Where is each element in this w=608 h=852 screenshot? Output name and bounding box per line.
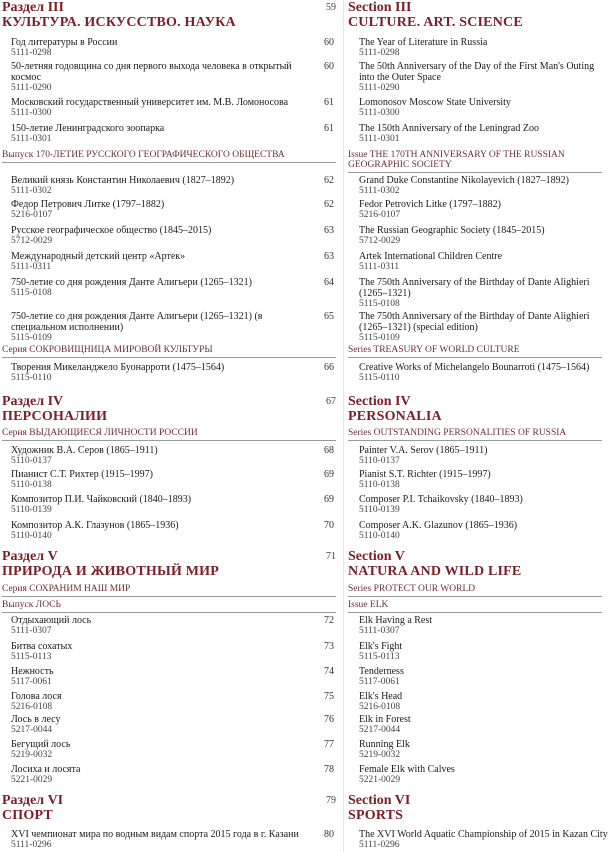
stamp-code: 5110-0140	[11, 531, 52, 541]
stamp-title: Artek International Children Centre	[359, 251, 503, 262]
stamp-code: 5115-0113	[11, 652, 52, 662]
stamp-entry	[0, 311, 342, 343]
stamp-code: 5219-0032	[359, 750, 401, 760]
stamp-title: Голова лося	[11, 691, 62, 702]
stamp-code: 5111-0290	[11, 83, 52, 93]
stamp-entry	[0, 764, 342, 785]
stamp-code: 5111-0302	[359, 186, 400, 196]
stamp-entry	[0, 641, 342, 662]
series-header-text: Выпуск 170-ЛЕТИЕ РУССКОГО ГЕОГРАФИЧЕСКОГО ОБЩЕСТВА	[2, 150, 285, 160]
entry-page-number: 72	[324, 615, 334, 626]
section-subtitle: КУЛЬТУРА. ИСКУССТВО. НАУКА	[2, 15, 236, 30]
entry-page-number: 61	[324, 97, 334, 108]
stamp-title: 750-летие со дня рождения Данте Алигьери (1265–1321) (в специальном исполнении)	[11, 311, 263, 333]
entry-page-number: 62	[324, 175, 334, 186]
entry-page-number: 75	[324, 691, 334, 702]
stamp-code: 5216-0107	[359, 210, 401, 220]
stamp-code: 5110-0138	[359, 480, 400, 490]
stamp-code: 5110-0139	[11, 505, 52, 515]
stamp-code: 5110-0137	[359, 456, 400, 466]
stamp-entry	[346, 764, 608, 785]
entry-page-number: 78	[324, 764, 334, 775]
entry-page-number: 77	[324, 739, 334, 750]
series-header-text: Серия СОХРАНИМ НАШ МИР	[2, 584, 131, 594]
entry-page-number: 73	[324, 641, 334, 652]
entry-page-number: 65	[324, 311, 334, 322]
stamp-title: Composer P.I. Tchaikovsky (1840–1893)	[359, 494, 523, 505]
stamp-title: Elk Having a Rest	[359, 615, 433, 626]
series-header	[348, 150, 602, 173]
section-subtitle: CULTURE. ART. SCIENCE	[348, 15, 523, 30]
stamp-code: 5111-0298	[11, 48, 52, 58]
stamp-title: Отдыхающий лось	[11, 615, 92, 626]
stamp-entry	[346, 739, 608, 760]
stamp-entry	[0, 199, 342, 220]
stamp-entry	[0, 494, 342, 515]
entry-page-number: 63	[324, 225, 334, 236]
stamp-code: 5111-0301	[359, 134, 400, 144]
stamp-title: Композитор П.И. Чайковский (1840–1893)	[11, 494, 192, 505]
stamp-entry	[346, 225, 608, 246]
stamp-code: 5111-0307	[11, 626, 52, 636]
entry-page-number: 60	[324, 37, 334, 48]
stamp-entry	[346, 691, 608, 712]
stamp-code: 5115-0109	[359, 333, 400, 343]
series-header-text: Серия ВЫДАЮЩИЕСЯ ЛИЧНОСТИ РОССИИ	[2, 428, 198, 438]
stamp-entry	[346, 123, 608, 144]
stamp-title: Пианист С.Т. Рихтер (1915–1997)	[11, 469, 153, 480]
stamp-entry	[346, 829, 608, 850]
stamp-entry	[346, 311, 608, 343]
series-header	[2, 584, 336, 597]
section-title: Section III	[348, 0, 412, 15]
stamp-title: Великий князь Константин Николаевич (1827–1892)	[11, 175, 235, 186]
stamp-entry	[0, 520, 342, 541]
stamp-title: Composer A.K. Glazunov (1865–1936)	[359, 520, 518, 531]
stamp-title: Лосиха и лосята	[11, 764, 81, 775]
stamp-entry	[0, 362, 342, 383]
series-header-text: Series PROTECT OUR WORLD	[348, 584, 476, 594]
stamp-title: Grand Duke Constantine Nikolayevich (1827–1892)	[359, 175, 569, 186]
stamp-title: Elk in Forest	[359, 714, 411, 725]
stamp-entry	[0, 175, 342, 196]
section-page-number: 71	[326, 551, 336, 562]
section-title: Раздел III	[2, 0, 64, 15]
stamp-title: XVI чемпионат мира по водным видам спорта 2015 года в г. Казани	[11, 829, 299, 840]
section-subtitle: ПРИРОДА И ЖИВОТНЫЙ МИР	[2, 564, 220, 579]
entry-page-number: 69	[324, 469, 334, 480]
stamp-entry	[346, 97, 608, 118]
stamp-code: 5111-0300	[359, 108, 400, 118]
series-header	[2, 428, 336, 441]
series-header	[2, 600, 336, 613]
stamp-code: 5111-0302	[11, 186, 52, 196]
stamp-title: Нежность	[11, 666, 54, 677]
section-subtitle: ПЕРСОНАЛИИ	[2, 409, 108, 424]
stamp-code: 5110-0138	[11, 480, 52, 490]
stamp-entry	[346, 277, 608, 309]
entry-page-number: 70	[324, 520, 334, 531]
entry-page-number: 66	[324, 362, 334, 373]
entry-page-number: 60	[324, 61, 334, 72]
stamp-title: Творения Микеланджело Буонарроти (1475–1564)	[11, 362, 225, 373]
stamp-code: 5111-0301	[11, 134, 52, 144]
section-page-number: 79	[326, 795, 336, 806]
stamp-title: Битва сохатых	[11, 641, 73, 652]
stamp-title: 150-летие Ленинградского зоопарка	[11, 123, 165, 134]
column-divider	[343, 0, 344, 852]
stamp-code: 5111-0290	[359, 83, 400, 93]
section-subtitle: NATURA AND WILD LIFE	[348, 564, 522, 579]
stamp-title: Creative Works of Michelangelo Bounarroti (1475–1564)	[359, 362, 590, 373]
stamp-entry	[0, 251, 342, 272]
stamp-entry	[346, 445, 608, 466]
stamp-code: 5111-0296	[11, 840, 52, 850]
stamp-entry	[346, 615, 608, 636]
entry-page-number: 61	[324, 123, 334, 134]
stamp-title: Бегущий лось	[11, 739, 71, 750]
stamp-title: Русское географическое общество (1845–2015)	[11, 225, 212, 236]
stamp-entry	[346, 714, 608, 735]
stamp-title: Федор Петрович Литке (1797–1882)	[11, 199, 165, 210]
series-header-text: Выпуск ЛОСЬ	[2, 600, 61, 610]
stamp-code: 5111-0311	[359, 262, 400, 272]
stamp-title: Painter V.A. Serov (1865–1911)	[359, 445, 488, 456]
stamp-code: 5115-0113	[359, 652, 400, 662]
stamp-title: Elk's Fight	[359, 641, 403, 652]
stamp-code: 5712-0029	[359, 236, 401, 246]
stamp-code: 5117-0061	[359, 677, 400, 687]
section-title: Section VI	[348, 793, 411, 808]
stamp-code: 5712-0029	[11, 236, 53, 246]
stamp-code: 5111-0298	[359, 48, 400, 58]
stamp-code: 5217-0044	[11, 725, 53, 735]
stamp-entry	[346, 520, 608, 541]
stamp-code: 5221-0029	[11, 775, 53, 785]
stamp-title: The 150th Anniversary of the Leningrad Zoo	[359, 123, 539, 134]
stamp-code: 5216-0108	[359, 702, 401, 712]
stamp-title: Lomonosov Moscow State University	[359, 97, 511, 108]
section-subtitle: СПОРТ	[2, 808, 53, 823]
stamp-code: 5110-0137	[11, 456, 52, 466]
stamp-entry	[346, 199, 608, 220]
stamp-title: Международный детский центр «Артек»	[11, 251, 186, 262]
stamp-title: Лось в лесу	[11, 714, 61, 725]
section-title: Раздел VI	[2, 793, 64, 808]
section-page-number: 59	[326, 2, 336, 13]
entry-page-number: 68	[324, 445, 334, 456]
stamp-title: Год литературы в России	[11, 37, 118, 48]
stamp-entry	[0, 469, 342, 490]
stamp-title: Running Elk	[359, 739, 410, 750]
stamp-entry	[346, 61, 608, 93]
series-header-text: Issue THE 170TH ANNIVERSARY OF THE RUSSIAN GEOGRAPHIC SOCIETY	[348, 150, 565, 170]
stamp-code: 5219-0032	[11, 750, 53, 760]
series-header	[348, 345, 602, 358]
series-header	[348, 428, 602, 441]
section-title: Section IV	[348, 394, 411, 409]
stamp-code: 5216-0107	[11, 210, 53, 220]
stamp-code: 5115-0108	[11, 288, 52, 298]
stamp-title: 750-летие со дня рождения Данте Алигьери (1265–1321)	[11, 277, 252, 288]
stamp-title: The 750th Anniversary of the Birthday of Dante Alighieri (1265–1321) (special edition)	[359, 311, 590, 333]
series-header-text: Series OUTSTANDING PERSONALITIES OF RUSSIA	[348, 428, 567, 438]
stamp-entry	[0, 691, 342, 712]
series-header	[348, 600, 602, 613]
entry-page-number: 62	[324, 199, 334, 210]
stamp-code: 5111-0307	[359, 626, 400, 636]
stamp-entry	[346, 641, 608, 662]
entry-page-number: 63	[324, 251, 334, 262]
stamp-title: Московский государственный университет им. М.В. Ломоносова	[11, 97, 289, 108]
entry-page-number: 64	[324, 277, 334, 288]
stamp-title: The 750th Anniversary of the Birthday of Dante Alighieri (1265–1321)	[359, 277, 590, 299]
entry-page-number: 80	[324, 829, 334, 840]
stamp-title: Художник В.А. Серов (1865–1911)	[11, 445, 158, 456]
entry-page-number: 74	[324, 666, 334, 677]
stamp-code: 5111-0300	[11, 108, 52, 118]
stamp-entry	[346, 469, 608, 490]
stamp-entry	[0, 445, 342, 466]
stamp-entry	[0, 97, 342, 118]
stamp-code: 5115-0108	[359, 299, 400, 309]
series-header-text: Серия СОКРОВИЩНИЦА МИРОВОЙ КУЛЬТУРЫ	[2, 345, 213, 355]
series-header	[348, 584, 602, 597]
stamp-code: 5217-0044	[359, 725, 401, 735]
stamp-entry	[0, 37, 342, 58]
stamp-entry	[0, 615, 342, 636]
series-header-text: Series TREASURY OF WORLD CULTURE	[348, 345, 520, 355]
series-header	[2, 345, 336, 358]
stamp-entry	[0, 739, 342, 760]
stamp-entry	[346, 666, 608, 687]
entry-page-number: 69	[324, 494, 334, 505]
stamp-code: 5111-0296	[359, 840, 400, 850]
stamp-title: 50-летняя годовщина со дня первого выхода человека в открытый космос	[11, 61, 292, 83]
stamp-entry	[0, 714, 342, 735]
entry-page-number: 76	[324, 714, 334, 725]
stamp-entry	[346, 37, 608, 58]
stamp-entry	[0, 123, 342, 144]
section-subtitle: SPORTS	[348, 808, 404, 823]
section-title: Раздел V	[2, 549, 58, 564]
stamp-code: 5110-0140	[359, 531, 400, 541]
stamp-title: The Russian Geographic Society (1845–2015)	[359, 225, 545, 236]
stamp-title: Female Elk with Calves	[359, 764, 455, 775]
stamp-title: The Year of Literature in Russia	[359, 37, 488, 48]
stamp-entry	[346, 175, 608, 196]
stamp-entry	[346, 362, 608, 383]
stamp-entry	[346, 251, 608, 272]
series-header-text: Issue ELK	[348, 600, 389, 610]
stamp-entry	[0, 829, 342, 850]
series-header	[2, 150, 336, 163]
stamp-code: 5115-0110	[359, 373, 400, 383]
stamp-entry	[0, 277, 342, 298]
stamp-entry	[0, 666, 342, 687]
stamp-entry	[0, 225, 342, 246]
section-title: Раздел IV	[2, 394, 64, 409]
stamp-title: Elk's Head	[359, 691, 403, 702]
stamp-title: The 50th Anniversary of the Day of the First Man's Outing into the Outer Space	[359, 61, 595, 83]
stamp-code: 5117-0061	[11, 677, 52, 687]
stamp-entry	[0, 61, 342, 93]
stamp-code: 5111-0311	[11, 262, 52, 272]
stamp-code: 5221-0029	[359, 775, 401, 785]
section-page-number: 67	[326, 396, 336, 407]
stamp-entry	[346, 494, 608, 515]
section-title: Section V	[348, 549, 405, 564]
stamp-code: 5216-0108	[11, 702, 53, 712]
section-subtitle: PERSONALIA	[348, 409, 442, 424]
stamp-title: Композитор А.К. Глазунов (1865–1936)	[11, 520, 179, 531]
stamp-title: The XVI World Aquatic Championship of 2015 in Kazan City	[359, 829, 608, 840]
stamp-code: 5115-0110	[11, 373, 52, 383]
stamp-title: Fedor Petrovich Litke (1797–1882)	[359, 199, 501, 210]
stamp-title: Tenderness	[359, 666, 404, 677]
stamp-title: Pianist S.T. Richter (1915–1997)	[359, 469, 491, 480]
stamp-code: 5115-0109	[11, 333, 52, 343]
stamp-code: 5110-0139	[359, 505, 400, 515]
